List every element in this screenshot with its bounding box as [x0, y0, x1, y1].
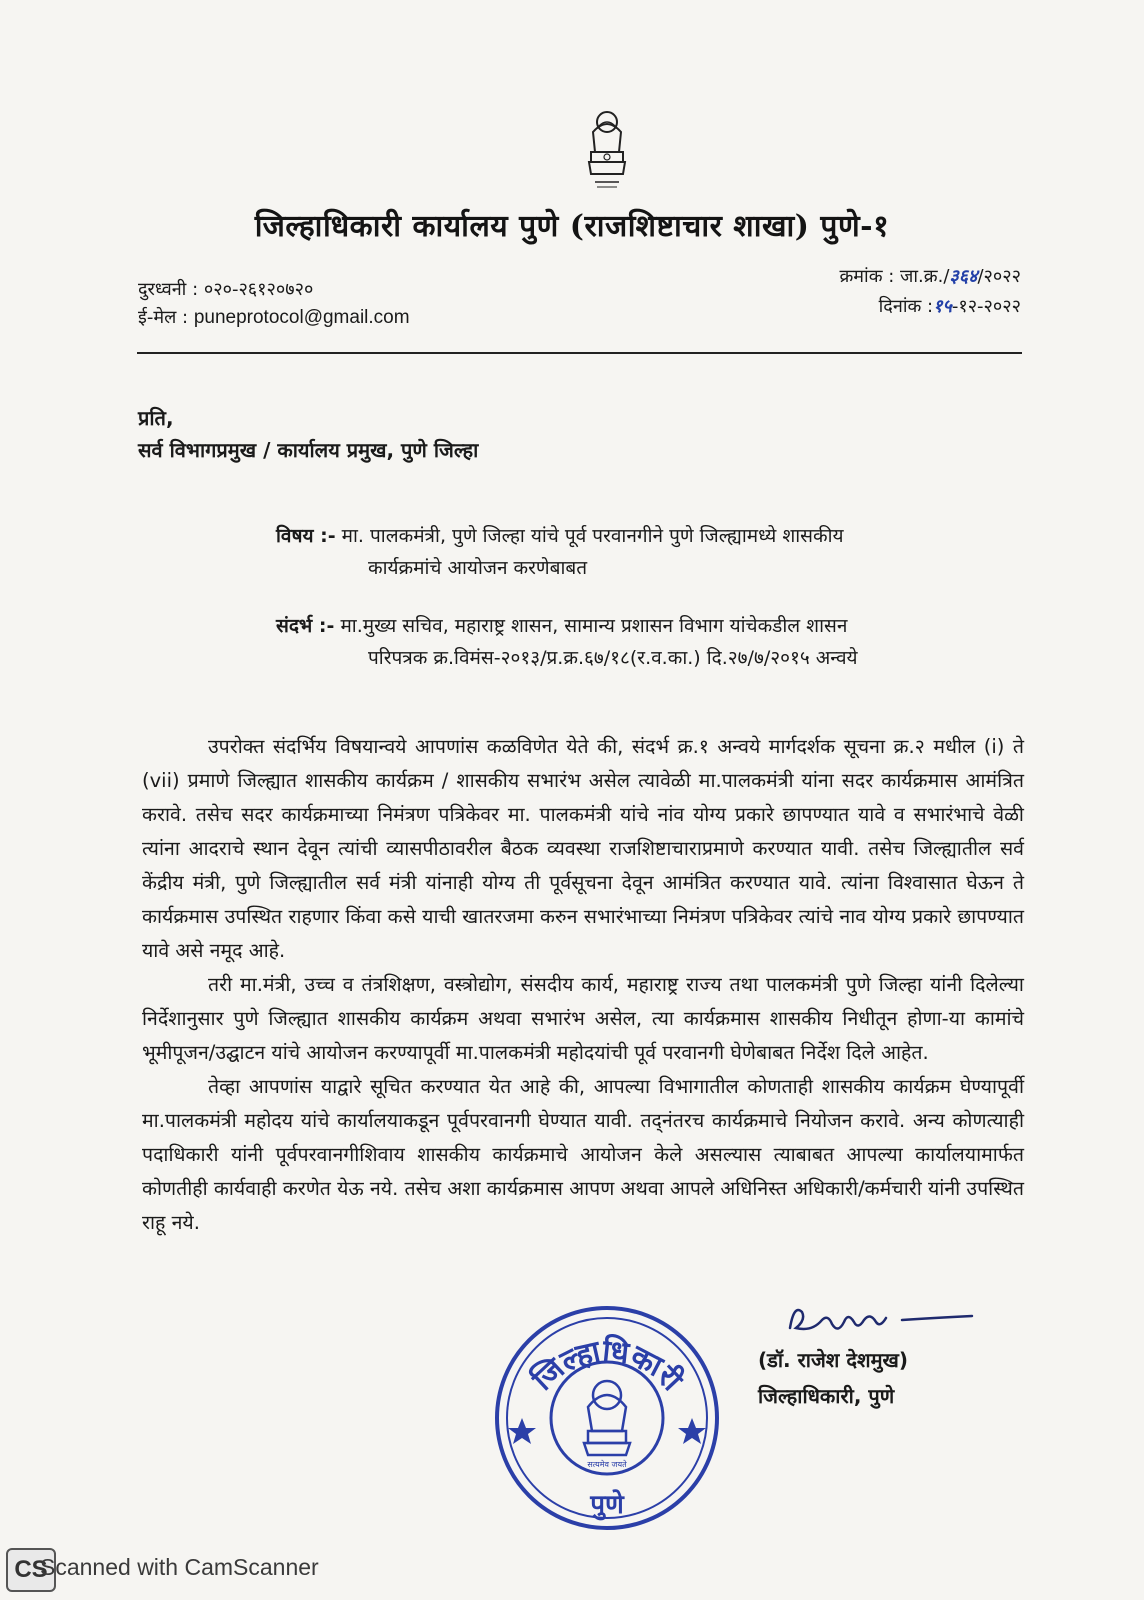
letter-body	[142, 730, 1024, 1240]
dinank-line	[839, 292, 1021, 322]
kramank-line	[839, 262, 1021, 292]
scanner-watermark: Scanned with CamScanner	[40, 1554, 319, 1580]
reference-line-1: मा.मुख्य सचिव, महाराष्ट्र शासन, सामान्य प्रशासन विभाग यांचेकडील शासन	[340, 615, 848, 637]
email-label: ई-मेल :	[138, 307, 189, 328]
camscanner-logo: CS	[6, 1548, 56, 1592]
body-paragraph-3: तेव्हा आपणांस याद्वारे सूचित करण्यात येत आहे की, आपल्या विभागातील कोणताही शासकीय कार्यक्रम घेण्यापूर्वी मा.पालकमंत्री महोदय यांचे कार्यालयाकडून पूर्वपरवानगी घेण्यात यावी. तद्नंतरच कार्यक्रमाचे नियोजन करावे. अन्य कोणत्याही पदाधिकारी यांनी पूर्वपरवानगीशिवाय शासकीय कार्यक्रमाचे आयोजन केले असल्यास त्याबाबत आपल्या कार्यालयामार्फत कोणतीही कार्यवाही करणेत येऊ नये. तसेच अशा कार्यक्रमास आपण अथवा आपले अधिनिस्त अधिकारी/कर्मचारी यांनी उपस्थित राहू नये.	[142, 1075, 1024, 1234]
handwritten-signature	[782, 1298, 992, 1346]
header-divider	[137, 352, 1022, 354]
stamp-emblem-icon	[584, 1381, 630, 1455]
official-stamp	[492, 1303, 722, 1533]
reference-block	[276, 610, 1016, 674]
reference-number-block	[839, 262, 1021, 322]
kramank-label: क्रमांक : जा.क्र./	[839, 266, 950, 287]
signatory-name: (डॉ. राजेश देशमुख)	[758, 1348, 909, 1372]
contact-block	[138, 276, 410, 332]
office-title: जिल्हाधिकारी कार्यालय पुणे (राजशिष्टाचार शाखा) पुणे-१	[254, 209, 890, 244]
phone-label: दुरध्वनी :	[138, 279, 199, 300]
dinank-label: दिनांक :	[878, 296, 934, 317]
signatory-designation: जिल्हाधिकारी, पुणे	[758, 1384, 895, 1408]
star-icon	[508, 1418, 536, 1444]
star-icon	[678, 1418, 706, 1444]
stamp-top-text: जिल्हाधिकारी	[525, 1333, 689, 1398]
email-address: puneprotocol@gmail.com	[193, 307, 410, 328]
body-paragraph-1: उपरोक्त संदर्भिय विषयान्वये आपणांस कळविणेत येते की, संदर्भ क्र.१ अन्वये मार्गदर्शक सूचना क्र.२ मधील (i) ते (vii) प्रमाणे जिल्ह्यात शासकीय कार्यक्रम / शासकीय सभारंभ असेल त्यावेळी मा.पालकमंत्री यांना सदर कार्यक्रमास आमंत्रित करावे. तसेच सदर कार्यक्रमाच्या निमंत्रण पत्रिकेवर मा. पालकमंत्री यांचे नांव योग्य प्रकारे छापण्यात यावे व सभारंभाचे वेळी त्यांना आदराचे स्थान देवून त्यांची व्यासपीठावरील बैठक व्यवस्था राजशिष्टाचाराप्रमाणे करण्यात यावी. तसेच जिल्ह्यातील सर्व केंद्रीय मंत्री, पुणे जिल्ह्यातील सर्व मंत्री यांनाही योग्य ती पूर्वसूचना देवून आमंत्रित करण्यात यावे. त्यांना विश्वासात घेऊन ते कार्यक्रमास उपस्थित राहणार किंवा कसे याची खातरजमा करुन सभारंभाच्या निमंत्रण पत्रिकेवर त्यांचे नाव योग्य प्रकारे छापण्यात यावे असे नमूद आहे.	[142, 735, 1024, 962]
stamp-motto: सत्यमेव जयते	[587, 1460, 627, 1469]
body-paragraph-2: तरी मा.मंत्री, उच्च व तंत्रशिक्षण, वस्त्रोद्योग, संसदीय कार्य, महाराष्ट्र राज्य तथा पालकमंत्री पुणे जिल्हा यांनी दिलेल्या निर्देशानुसार पुणे जिल्ह्यात शासकीय कार्यक्रम अथवा सभारंभ असेल, त्या कार्यक्रमास शासकीय निधीतून होणा-या कामांचे भूमीपूजन/उद्घाटन यांचे आयोजन करण्यापूर्वी मा.पालकमंत्री महोदयांची पूर्व परवानगी घेणेबाबत निर्देश दिले आहेत.	[142, 973, 1024, 1064]
reference-label: संदर्भ :-	[276, 615, 335, 637]
signatory-block	[758, 1342, 908, 1414]
subject-block	[276, 520, 1016, 584]
subject-label: विषय :-	[276, 525, 336, 547]
stamp-bottom-text: पुणे	[590, 1490, 624, 1520]
phone-number: ०२०-२६१२०७२०	[203, 279, 314, 300]
ashoka-emblem-icon	[583, 108, 631, 194]
phone-line	[138, 276, 410, 304]
recipient-block	[138, 402, 478, 466]
subject-line-1: मा. पालकमंत्री, पुणे जिल्हा यांचे पूर्व परवानगीने पुणे जिल्ह्यामध्ये शासकीय	[341, 525, 844, 547]
kramank-handwritten: ३६४	[949, 266, 978, 287]
reference-line-2: परिपत्रक क्र.विमंस-२०१३/प्र.क्र.६७/१८(र.व.का.) दि.२७/७/२०१५ अन्वये	[368, 647, 858, 669]
svg-text:जिल्हाधिकारी	[524, 1332, 690, 1398]
recipient-name: सर्व विभागप्रमुख / कार्यालय प्रमुख, पुणे जिल्हा	[138, 438, 479, 462]
dinank-handwritten: १५	[933, 296, 952, 317]
subject-line-2: कार्यक्रमांचे आयोजन करणेबाबत	[368, 557, 588, 579]
prati-label: प्रति,	[138, 406, 174, 430]
dinank-suffix: -१२-२०२२	[951, 296, 1021, 317]
kramank-suffix: /२०२२	[977, 266, 1021, 287]
email-line	[138, 304, 410, 332]
